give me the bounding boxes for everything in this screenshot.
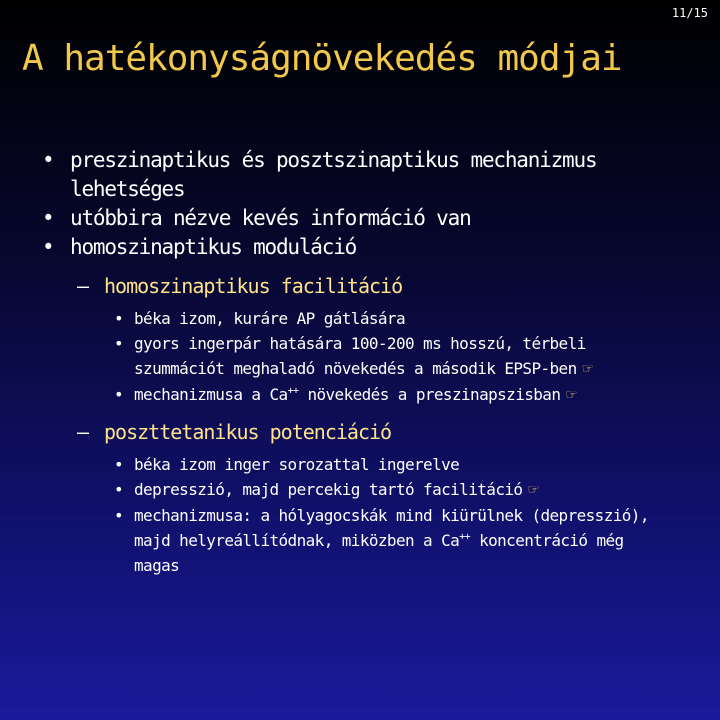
sub-heading-potentiation: – poszttetanikus potenciáció — [77, 420, 392, 444]
bullet-item: • utóbbira nézve kevés információ van — [0, 204, 720, 233]
bullet-marker: • — [114, 385, 124, 404]
slide-content — [0, 146, 720, 578]
bullet-marker: • — [42, 148, 54, 172]
bullet-marker: • — [114, 480, 124, 499]
list-item: • béka izom inger sorozattal ingerelve — [0, 452, 720, 477]
bullet-marker: • — [114, 334, 124, 353]
sub-heading-facilitation: – homoszinaptikus facilitáció — [77, 274, 403, 298]
bullet-marker: • — [42, 235, 54, 259]
slide-title: A hatékonyságnövekedés módjai — [22, 38, 622, 79]
bullet-marker: • — [114, 506, 124, 525]
hand-pointing-icon: ☞ — [566, 385, 576, 405]
bullet-marker: • — [42, 206, 54, 230]
dash-marker: – — [77, 274, 89, 298]
hand-pointing-icon: ☞ — [528, 480, 539, 500]
bullet-item: • homoszinaptikus moduláció — [0, 233, 720, 262]
list-item: • gyors ingerpár hatására 100-200 ms hosszú, térbeli szummációt meghaladó növekedés a második EPSP-ben ☞ — [0, 331, 720, 382]
dash-marker: – — [77, 420, 89, 444]
list-item: • mechanizmusa a Ca++ növekedés a preszinapszisban ☞ — [0, 382, 720, 408]
bullet-marker: • — [114, 309, 124, 328]
bullet-marker: • — [114, 455, 124, 474]
list-item: • béka izom, kuráre AP gátlására — [0, 306, 720, 331]
list-item: • depresszió, majd percekig tartó facilitáció ☞ — [0, 477, 720, 503]
page-number: 11/15 — [671, 6, 708, 20]
bullet-item: • preszinaptikus és posztszinaptikus mechanizmus lehetséges — [42, 148, 597, 201]
hand-pointing-icon: ☞ — [582, 359, 593, 379]
list-item: • mechanizmusa: a hólyagocskák mind kiürülnek (depresszió), majd helyreállítódnak, miközben a Ca++ koncentráció még magas — [0, 503, 720, 578]
